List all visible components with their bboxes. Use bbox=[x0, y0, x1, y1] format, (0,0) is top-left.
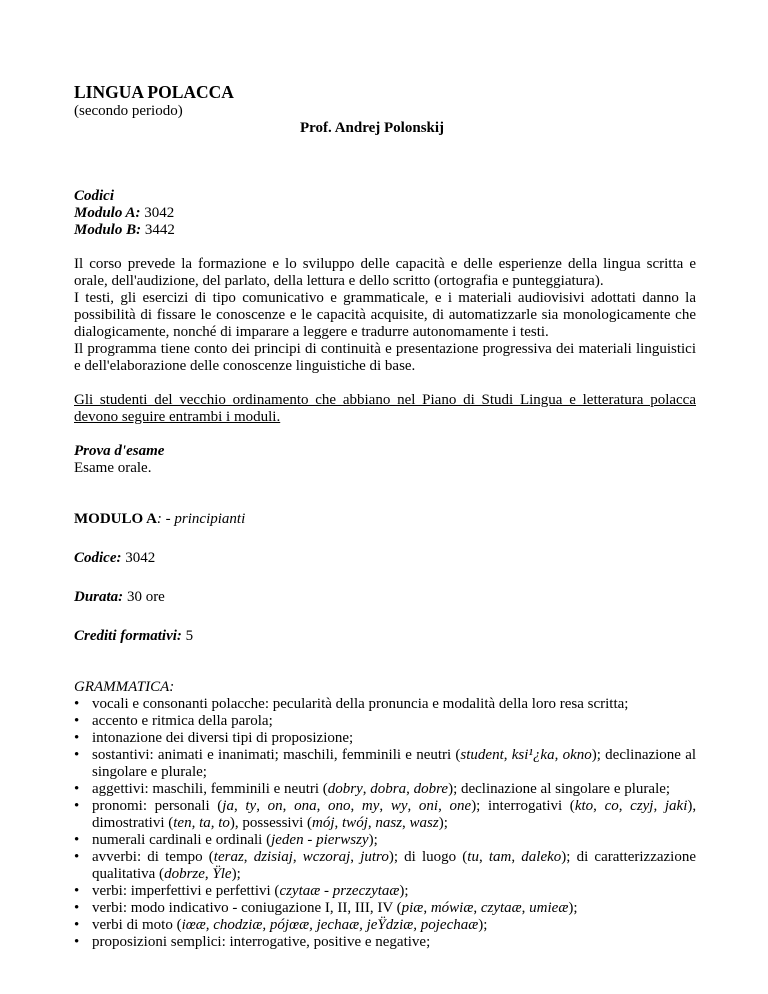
course-period: (secondo periodo) bbox=[74, 103, 183, 119]
course-title: LINGUA POLACCA bbox=[74, 82, 234, 102]
bullet-icon: • bbox=[74, 747, 80, 763]
bullet-icon: • bbox=[74, 832, 80, 848]
grammar-list bbox=[74, 696, 696, 951]
module-b-code-line: Modulo B: 3442 bbox=[74, 222, 175, 238]
bullet-icon: • bbox=[74, 798, 80, 814]
list-item: • vocali e consonanti polacche: pecularità della pronuncia e modalità della loro resa scritta; bbox=[74, 696, 629, 712]
module-a-code: Codice: 3042 bbox=[74, 550, 156, 566]
professor-name: Prof. Andrej Polonskij bbox=[300, 120, 445, 136]
list-item: • accento e ritmica della parola; bbox=[74, 713, 273, 729]
bullet-icon: • bbox=[74, 849, 80, 865]
module-a-heading: MODULO A: - principianti bbox=[74, 511, 246, 527]
list-item: • aggettivi: maschili, femminili e neutri (dobry, dobra, dobre); declinazione al singolare e plurale; bbox=[74, 781, 671, 797]
bullet-icon: • bbox=[74, 917, 80, 933]
bullet-icon: • bbox=[74, 696, 80, 712]
old-system-notice: Gli studenti del vecchio ordinamento che abbiano nel Piano di Studi Lingua e letteratura polacca devono seguire entrambi i moduli. bbox=[74, 392, 696, 425]
bullet-icon: • bbox=[74, 900, 80, 916]
bullet-icon: • bbox=[74, 883, 80, 899]
intro-paragraph-2: I testi, gli esercizi di tipo comunicativo e grammaticale, e i materiali audiovisivi adottati danno la possibilità di fissare le conoscenze e le capacità acquisite, di automatizzarle sia monologicamente che dialogicamente, nonché di imparare a leggere e tradurre autonomamente i testi. bbox=[74, 290, 696, 340]
module-a-code-line: Modulo A: 3042 bbox=[74, 205, 175, 221]
grammar-heading: GRAMMATICA: bbox=[74, 679, 175, 695]
module-a-duration: Durata: 30 ore bbox=[74, 589, 165, 605]
list-item: • proposizioni semplici: interrogative, positive e negative; bbox=[74, 934, 431, 950]
bullet-icon: • bbox=[74, 781, 80, 797]
bullet-icon: • bbox=[74, 713, 80, 729]
list-item: • intonazione dei diversi tipi di proposizione; bbox=[74, 730, 354, 746]
intro-paragraph-1: Il corso prevede la formazione e lo sviluppo delle capacità e delle esperienze della lingua scritta e orale, dell'audizione, del parlato, della lettura e dello scritto (ortografia e punteggiatura). bbox=[74, 256, 696, 289]
list-item: • numerali cardinali e ordinali (jeden - pierwszy); bbox=[74, 832, 378, 848]
module-a-credits: Crediti formativi: 5 bbox=[74, 628, 194, 644]
exam-heading: Prova d'esame bbox=[74, 443, 165, 459]
intro-paragraph-3: Il programma tiene conto dei principi di continuità e presentazione progressiva dei materiali linguistici e dell'elaborazione delle conoscenze linguistiche di base. bbox=[74, 341, 696, 374]
codes-heading: Codici bbox=[74, 188, 114, 204]
exam-text: Esame orale. bbox=[74, 460, 152, 476]
list-item: • avverbi: di tempo (teraz, dzisiaj, wczoraj, jutro); di luogo (tu, tam, daleko); di caratterizzazione qualitativa (dobrze, Ÿle); bbox=[74, 849, 696, 882]
list-item: • pronomi: personali (ja, ty, on, ona, ono, my, wy, oni, one); interrogativi (kto, co, czyj, jaki), dimostrativi (ten, ta, to), possessivi (mój, twój, nasz, wasz); bbox=[74, 798, 697, 831]
list-item: • verbi: imperfettivi e perfettivi (czytaæ - przeczytaæ); bbox=[74, 883, 409, 899]
list-item: • sostantivi: animati e inanimati; maschili, femminili e neutri (student, ksi¹¿ka, okno); declinazione al singolare e plurale; bbox=[74, 747, 697, 780]
list-item: • verbi: modo indicativo - coniugazione I, II, III, IV (piæ, mówiæ, czytaæ, umieæ); bbox=[74, 900, 578, 916]
bullet-icon: • bbox=[74, 730, 80, 746]
bullet-icon: • bbox=[74, 934, 80, 950]
list-item: • verbi di moto (iœæ, chodziæ, pójœæ, jechaæ, jeŸdziæ, pojechaæ); bbox=[74, 917, 488, 933]
document-page bbox=[74, 82, 696, 951]
